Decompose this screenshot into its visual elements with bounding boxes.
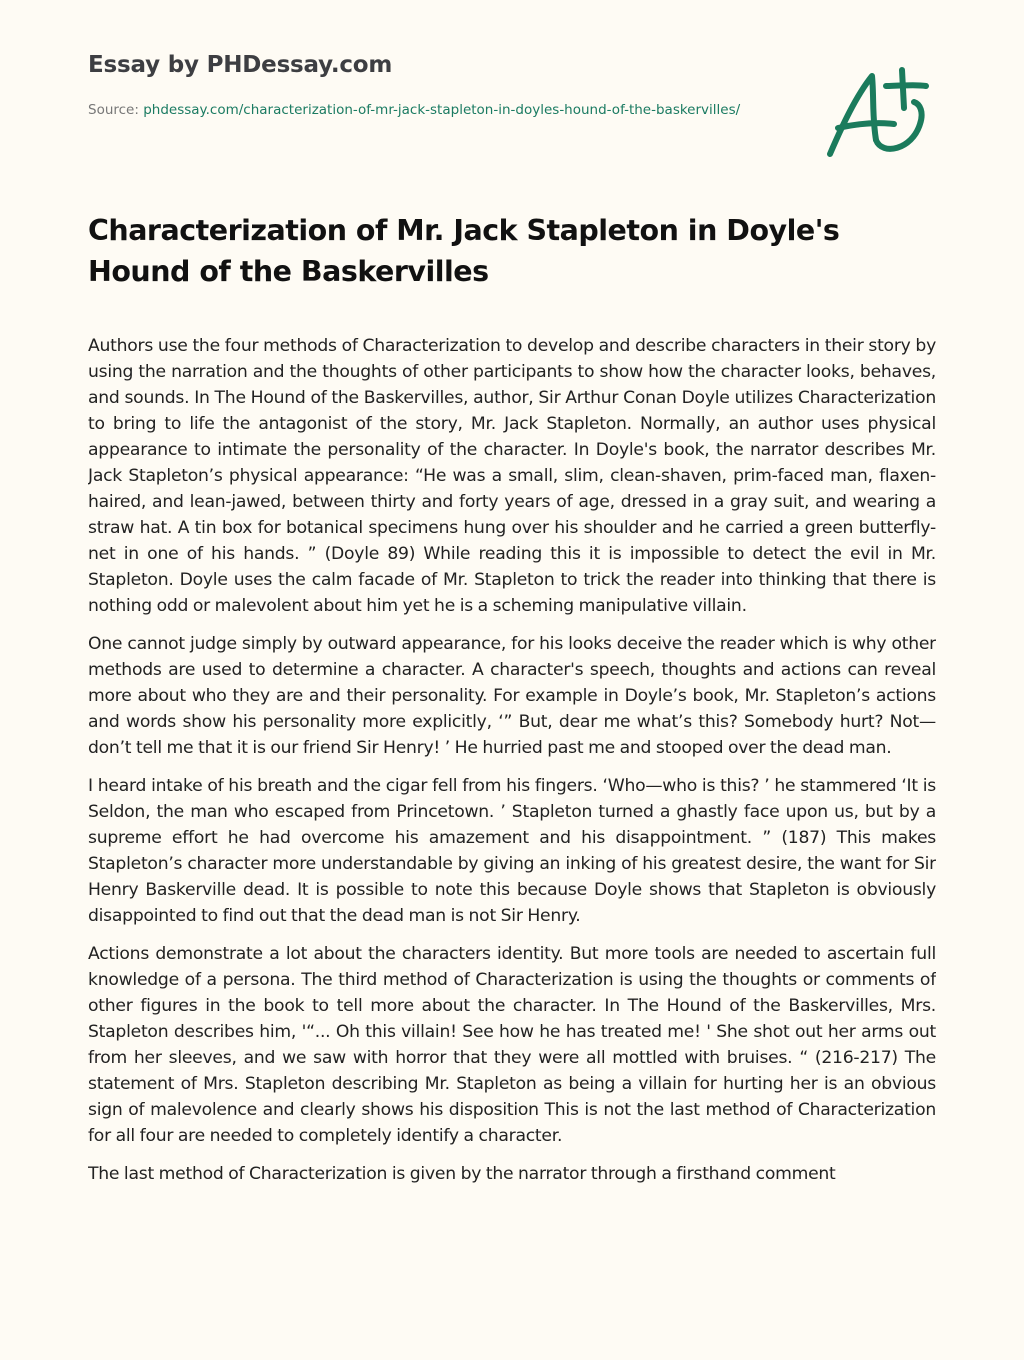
article-title: Characterization of Mr. Jack Stapleton in Doyle's Hound of the Baskervilles — [88, 214, 840, 288]
paragraph: I heard intake of his breath and the cigar fell from his fingers. ‘Who—who is this? ’ he stammered ‘It is Seldon, the man who escaped from Princetown. ’ Stapleton turned a ghastly face upon us, but by a supreme effort he had overcome his amazement and his disappointment. ” (187) This makes Stapleton’s character more understandable by giving an inking of his greatest desire, the want for Sir Henry Baskerville dead. It is possible to note this because Doyle shows that Stapleton is obviously disappointed to find out that the dead man is not Sir Henry. — [88, 776, 936, 926]
a-plus-grade-icon — [820, 62, 940, 162]
site-header — [88, 48, 768, 121]
paragraph: Actions demonstrate a lot about the characters identity. But more tools are needed to ascertain full knowledge of a persona. The third method of Characterization is using the thoughts or comments of other figures in the book to tell more about the character. In The Hound of the Baskervilles, Mrs. Stapleton describes him, '“... Oh this villain! See how he has treated me! ' She shot out her arms out from her sleeves, and we saw with horror that they were all mottled with bruises. “ (216-217) The statement of Mrs. Stapleton describing Mr. Stapleton as being a villain for hurting her is an obvious sign of malevolence and clearly shows his disposition This is not the last method of Characterization for all four are needed to completely identify a character. — [88, 944, 936, 1146]
paragraph: Authors use the four methods of Characterization to develop and describe characters in their story by using the narration and the thoughts of other participants to show how the character looks, behaves, and sounds. In The Hound of the Baskervilles, author, Sir Arthur Conan Doyle utilizes Characterization to bring to life the antagonist of the story, Mr. Jack Stapleton. Normally, an author uses physical appearance to intimate the personality of the character. In Doyle's book, the narrator describes Mr. Jack Stapleton’s physical appearance: “He was a small, slim, clean-shaven, prim-faced man, flaxen-haired, and lean-jawed, between thirty and forty years of age, dressed in a gray suit, and wearing a straw hat. A tin box for botanical specimens hung over his shoulder and he carried a green butterfly-net in one of his hands. ” (Doyle 89) While reading this it is impossible to detect the evil in Mr. Stapleton. Doyle uses the calm facade of Mr. Stapleton to trick the reader into thinking that there is nothing odd or malevolent about him yet he is a scheming manipulative villain. — [88, 336, 936, 616]
source-line — [88, 100, 748, 121]
source-label: Source: — [88, 102, 144, 118]
paragraph: One cannot judge simply by outward appearance, for his looks deceive the reader which is why other methods are used to determine a character. A character's speech, thoughts and actions can reveal more about who they are and their personality. For example in Doyle’s book, Mr. Stapleton’s actions and words show his personality more explicitly, ‘” But, dear me what’s this? Somebody hurt? Not—don’t tell me that it is our friend Sir Henry! ’ He hurried past me and stooped over the dead man. — [88, 634, 936, 758]
article-body — [88, 333, 936, 1360]
source-link[interactable]: phdessay.com/characterization-of-mr-jack-stapleton-in-doyles-hound-of-the-baskervilles/ — [143, 102, 741, 118]
paragraph: The last method of Characterization is given by the narrator through a firsthand comment — [88, 1164, 836, 1184]
site-brand: Essay by PHDessay.com — [88, 52, 393, 78]
